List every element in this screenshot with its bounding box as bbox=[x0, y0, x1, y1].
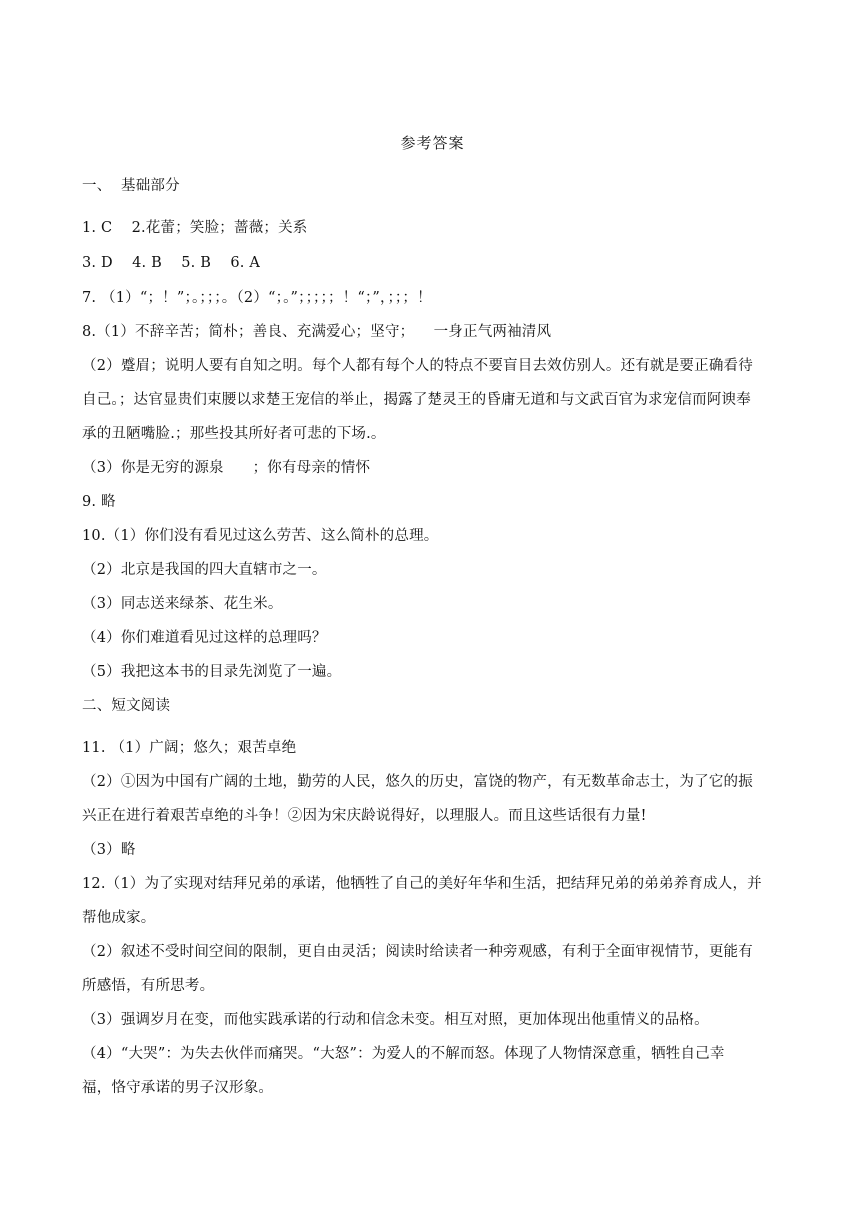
answer-line: 帮他成家。 bbox=[82, 910, 156, 926]
answer-line: 福，恪守承诺的男子汉形象。 bbox=[82, 1080, 274, 1096]
answer-line: 11. （1）广阔；悠久；艰苦卓绝 bbox=[82, 740, 297, 756]
answer-line: （2）蹙眉；说明人要有自知之明。每个人都有每个人的特点不要盲目去效仿别人。还有就是要正确看待 bbox=[82, 358, 753, 374]
answer-line: （5）我把这本书的目录先浏览了一遍。 bbox=[82, 664, 342, 680]
answer-line: 兴正在进行着艰苦卓绝的斗争！②因为宋庆龄说得好，以理服人。而且这些话很有力量! bbox=[82, 808, 647, 824]
answer-line: 9. 略 bbox=[82, 494, 116, 510]
answer-line: 1. C 2.花蕾；笑脸；蔷薇；关系 bbox=[82, 220, 308, 236]
page-title: 参考答案 bbox=[400, 134, 465, 152]
answer-line: （2）叙述不受时间空间的限制，更自由灵活；阅读时给读者一种旁观感，有利于全面审视情节，更能有 bbox=[82, 944, 753, 960]
answer-line: （3）强调岁月在变，而他实践承诺的行动和信念未变。相互对照，更加体现出他重情义的品格。 bbox=[82, 1012, 709, 1028]
answer-line: （3）同志送来绿茶、花生米。 bbox=[82, 596, 283, 612]
answer-line: （2）北京是我国的四大直辖市之一。 bbox=[82, 562, 327, 578]
answer-line: 所感悟，有所思考。 bbox=[82, 978, 215, 994]
answer-line: （4）“大哭”：为失去伙伴而痛哭。“大怒”：为爱人的不解而怒。体现了人物情深意重，牺牲自己幸 bbox=[82, 1046, 725, 1062]
section-heading-basics: 一、 基础部分 bbox=[82, 178, 180, 194]
answer-line: 7. （1）“；！”；。；；；。（2）“；。”；；；；；！“；”，；；；！ bbox=[82, 290, 432, 306]
answer-line: （3）略 bbox=[82, 842, 136, 858]
answer-line: 承的丑陋嘴脸.；那些投其所好者可悲的下场.。 bbox=[82, 426, 386, 442]
answer-line: 自己。；达官显贵们束腰以求楚王宠信的举止，揭露了楚灵王的昏庸无道和与文武百官为求宠信而阿谀奉 bbox=[82, 392, 751, 408]
answer-line: 3. D 4. B 5. B 6. A bbox=[82, 255, 261, 271]
answer-line: （4）你们难道看见过这样的总理吗？ bbox=[82, 630, 327, 646]
answer-line: （3）你是无穷的源泉 ；你有母亲的情怀 bbox=[82, 460, 371, 476]
answer-line: 10.（1）你们没有看见过这么劳苦、这么简朴的总理。 bbox=[82, 528, 439, 544]
answer-line: 8.（1）不辞辛苦；简朴；善良、充满爱心；坚守； 一身正气两袖清风 bbox=[82, 324, 552, 340]
section-heading-reading: 二、短文阅读 bbox=[82, 698, 171, 714]
answer-line: （2）①因为中国有广阔的土地，勤劳的人民，悠久的历史，富饶的物产，有无数革命志士，为了它的振 bbox=[82, 774, 753, 790]
answer-line: 12.（1）为了实现对结拜兄弟的承诺，他牺牲了自己的美好年华和生活，把结拜兄弟的弟弟养育成人，并 bbox=[82, 876, 762, 892]
